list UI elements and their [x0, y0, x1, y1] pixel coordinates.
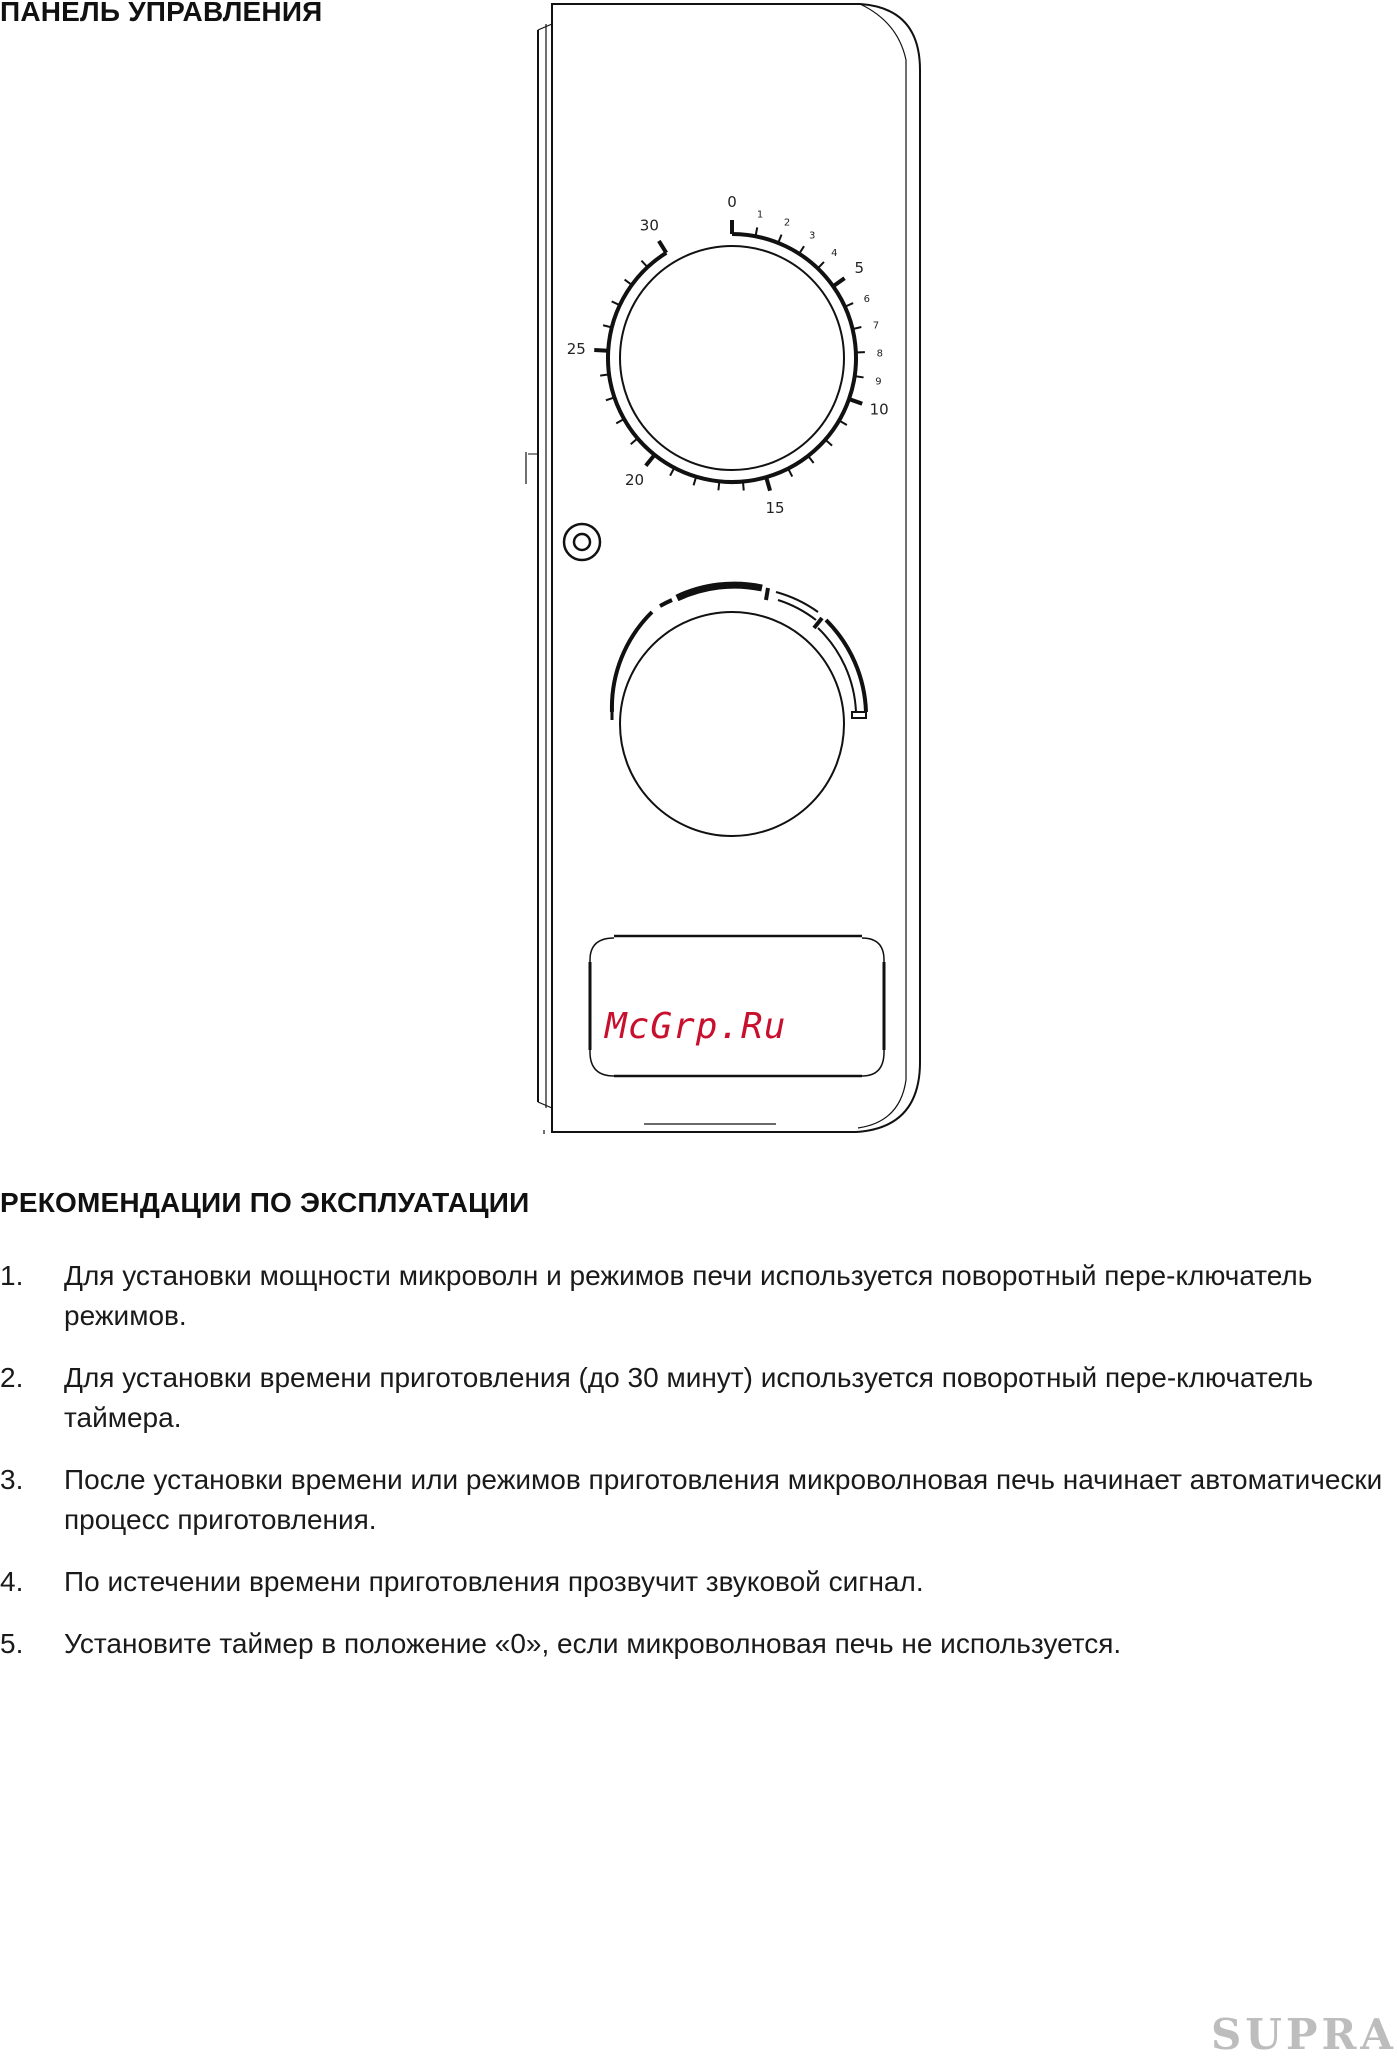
timer-tick — [799, 246, 804, 254]
timer-label: 0 — [727, 193, 737, 211]
timer-tick — [600, 374, 609, 375]
indicator-lamp — [564, 524, 600, 560]
item-number: 1. — [0, 1256, 23, 1296]
timer-label: 6 — [864, 294, 870, 305]
timer-label: 2 — [784, 218, 790, 229]
timer-tick — [743, 482, 744, 491]
list-item — [0, 1460, 1397, 1540]
item-number: 5. — [0, 1624, 23, 1664]
timer-label: 8 — [877, 348, 883, 359]
timer-label: 30 — [640, 217, 659, 235]
page-title: ПАНЕЛЬ УПРАВЛЕНИЯ — [0, 0, 323, 28]
timer-tick — [670, 468, 674, 476]
timer-tick — [641, 261, 647, 268]
list-item — [0, 1256, 1397, 1336]
list-item — [0, 1358, 1397, 1438]
timer-label: 4 — [831, 248, 837, 259]
item-number: 4. — [0, 1562, 23, 1602]
item-number: 3. — [0, 1460, 23, 1500]
timer-tick — [659, 241, 666, 253]
panel-outline — [526, 4, 920, 1134]
item-text: Для установки времени приготовления (до 30 минут) используется поворотный пере-ключатель таймера. — [64, 1362, 1313, 1433]
item-text: После установки времени или режимов приготовления микроволновая печь начинает автоматически процесс приготовления. — [64, 1464, 1382, 1535]
brand-logo: SUPRA — [1211, 2010, 1397, 2059]
timer-tick — [646, 455, 655, 466]
timer-knob[interactable] — [620, 246, 844, 470]
timer-tick — [718, 481, 719, 490]
timer-tick — [594, 350, 608, 351]
list-item — [0, 1624, 1397, 1664]
item-text: По истечении времени приготовления прозвучит звуковой сигнал. — [64, 1566, 924, 1597]
timer-tick — [855, 376, 864, 377]
section-heading: РЕКОМЕНДАЦИИ ПО ЭКСПЛУАТАЦИИ — [0, 1187, 529, 1219]
item-text: Установите таймер в положение «0», если микроволновая печь не используется. — [64, 1628, 1121, 1659]
timer-tick — [839, 420, 847, 425]
timer-label: 10 — [870, 401, 889, 419]
timer-label: 7 — [873, 321, 879, 332]
timer-label: 5 — [854, 259, 864, 277]
item-number: 2. — [0, 1358, 23, 1398]
item-text: Для установки мощности микроволн и режимов печи используется поворотный пере-ключатель режимов. — [64, 1260, 1312, 1331]
timer-label: 3 — [809, 231, 815, 242]
timer-tick — [616, 419, 624, 423]
timer-tick — [808, 456, 814, 463]
timer-tick — [833, 278, 844, 286]
timer-tick — [625, 280, 632, 285]
timer-label: 25 — [567, 340, 586, 358]
timer-tick — [849, 399, 862, 404]
timer-label: 1 — [757, 210, 763, 221]
list-item — [0, 1562, 1397, 1602]
timer-tick — [766, 477, 770, 490]
timer-tick — [631, 438, 638, 444]
watermark: McGrp.Ru — [605, 1006, 786, 1047]
timer-tick — [818, 262, 824, 269]
recommendations-list — [0, 1256, 1397, 1686]
timer-label: 20 — [625, 471, 644, 489]
power-knob[interactable] — [620, 612, 844, 836]
timer-tick — [825, 440, 832, 446]
timer-label: 9 — [875, 377, 881, 388]
timer-label: 15 — [765, 499, 784, 517]
